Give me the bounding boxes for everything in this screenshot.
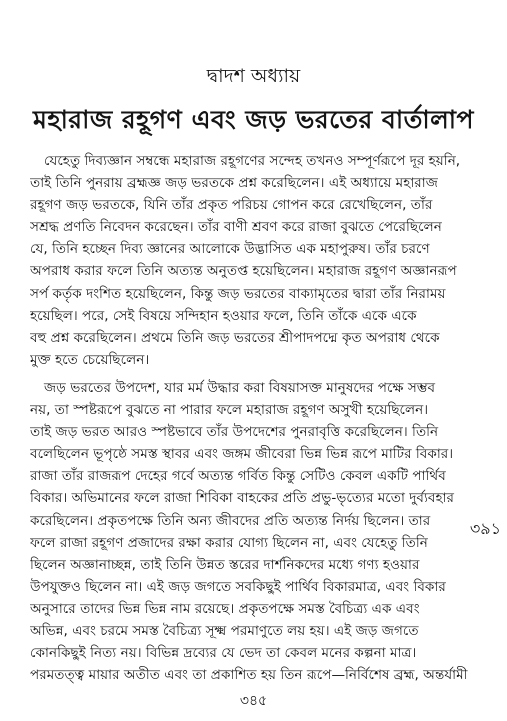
page-number: ৩৪৫	[239, 693, 268, 709]
text-line: নয়, তা স্পষ্টরূপে বুঝতে না পারার ফলে মহারাজ রহূগণ অসুখী হয়েছিলেন।	[30, 402, 429, 419]
text-line: বিকার। অভিমানের ফলে রাজা শিবিকা বাহকের প্রতি প্রভু-ভৃত্যের মতো দুর্ব্যবহার	[30, 490, 455, 507]
text-line: ফলে রাজা রহূগণ প্রজাদের রক্ষা করার যোগ্য ছিলেন না, এবং যেহেতু তিনি	[30, 534, 428, 551]
paragraph-1	[30, 150, 479, 371]
text-line: রহূগণ জড় ভরতকে, যিনি তাঁর প্রকৃত পরিচয় গোপন করে রেখেছিলেন, তাঁর	[30, 197, 433, 214]
text-line: বলেছিলেন ভূপৃষ্ঠে সমস্ত স্থাবর এবং জঙ্গম জীবেরা ভিন্ন ভিন্ন রূপে মাটির বিকার।	[30, 446, 454, 463]
text-line: যে, তিনি হচ্ছেন দিব্য জ্ঞানের আলোকে উদ্ভাসিত এক মহাপুরুষ। তাঁর চরণে	[30, 241, 430, 258]
text-line: উপযুক্তও ছিলেন না। এই জড় জগতে সবকিছুই পার্থিব বিকারমাত্র, এবং বিকার	[30, 578, 446, 595]
text-line: পরমতত্ত্ব মায়ার অতীত এবং তা প্রকাশিত হয় তিন রূপে—নির্বিশেষ ব্রহ্ম, অন্তর্যামী	[30, 667, 468, 684]
text-line: কোনকিছুই নিত্য নয়। বিভিন্ন দ্রব্যের যে ভেদ তা কেবল মনের কল্পনা মাত্র।	[30, 645, 417, 662]
body-text	[30, 150, 479, 686]
chapter-heading: দ্বাদশ অধ্যায়	[206, 65, 301, 87]
text-line: হয়েছিল। পরে, সেই বিষয়ে সন্দিহান হওয়ার ফলে, তিনি তাঁকে একে একে	[30, 307, 417, 324]
text-line: সর্প কর্তৃক দংশিত হয়েছিলেন, কিন্তু জড় ভরতের বাক্যামৃতের দ্বারা তাঁর নিরাময়	[30, 285, 446, 302]
text-line: বহু প্রশ্ন করেছিলেন। প্রথমে তিনি জড় ভরতের শ্রীপাদপদ্মে কৃত অপরাধ থেকে	[30, 329, 440, 346]
text-line: অপরাধ করার ফলে তিনি অত্যন্ত অনুতপ্ত হয়েছিলেন। মহারাজ রহূগণ অজ্ঞানরূপ	[30, 263, 457, 280]
text-line: তাই জড় ভরত আরও স্পষ্টভাবে তাঁর উপদেশের পুনরাবৃত্তি করেছিলেন। তিনি	[30, 424, 439, 441]
text-line: ছিলেন অজ্ঞানাচ্ছন্ন, তাই তিনি উন্নত স্তরের দার্শনিকদের মধ্যে গণ্য হওয়ার	[30, 556, 420, 573]
page-title: মহারাজ রহূগণ এবং জড় ভরতের বার্তালাপ	[33, 105, 474, 134]
text-line: যেহেতু দিব্যজ্ঞান সম্বন্ধে মহারাজ রহূগণের সন্দেহ তখনও সম্পূর্ণরূপে দূর হয়নি,	[44, 153, 461, 169]
text-line: করেছিলেন। প্রকৃতপক্ষে তিনি অন্য জীবদের প্রতি অত্যন্ত নির্দয় ছিলেন। তার	[30, 512, 431, 529]
side-mark: ৩৯১	[469, 519, 501, 538]
text-line: তাই তিনি পুনরায় ব্রহ্মজ্ঞ জড় ভরতকে প্রশ্ন করেছিলেন। এই অধ্যায়ে মহারাজ	[30, 175, 438, 192]
text-line: রাজা তাঁর রাজরূপ দেহের গর্বে অত্যন্ত গর্বিত কিন্তু সেটিও কেবল একটি পার্থিব	[30, 468, 446, 485]
text-line: জড় ভরতের উপদেশ, যার মর্ম উদ্ধার করা বিষয়াসক্ত মানুষদের পক্ষে সম্ভব	[44, 379, 436, 396]
text-line: অনুসারে তাদের ভিন্ন ভিন্ন নাম রয়েছে। প্রকৃতপক্ষে সমস্ত বৈচিত্র্য এক এবং	[30, 600, 420, 617]
text-line: অভিন্ন, এবং চরমে সমস্ত বৈচিত্র্য সূক্ষ্ম পরমাণুতে লয় হয়। এই জড় জগতে	[30, 622, 419, 639]
paragraph-2	[30, 377, 479, 686]
text-line: মুক্ত হতে চেয়েছিলেন।	[30, 351, 150, 368]
text-line: সশ্রদ্ধ প্রণতি নিবেদন করেছেন। তাঁর বাণী শ্রবণ করে রাজা বুঝতে পেরেছিলেন	[30, 219, 442, 236]
